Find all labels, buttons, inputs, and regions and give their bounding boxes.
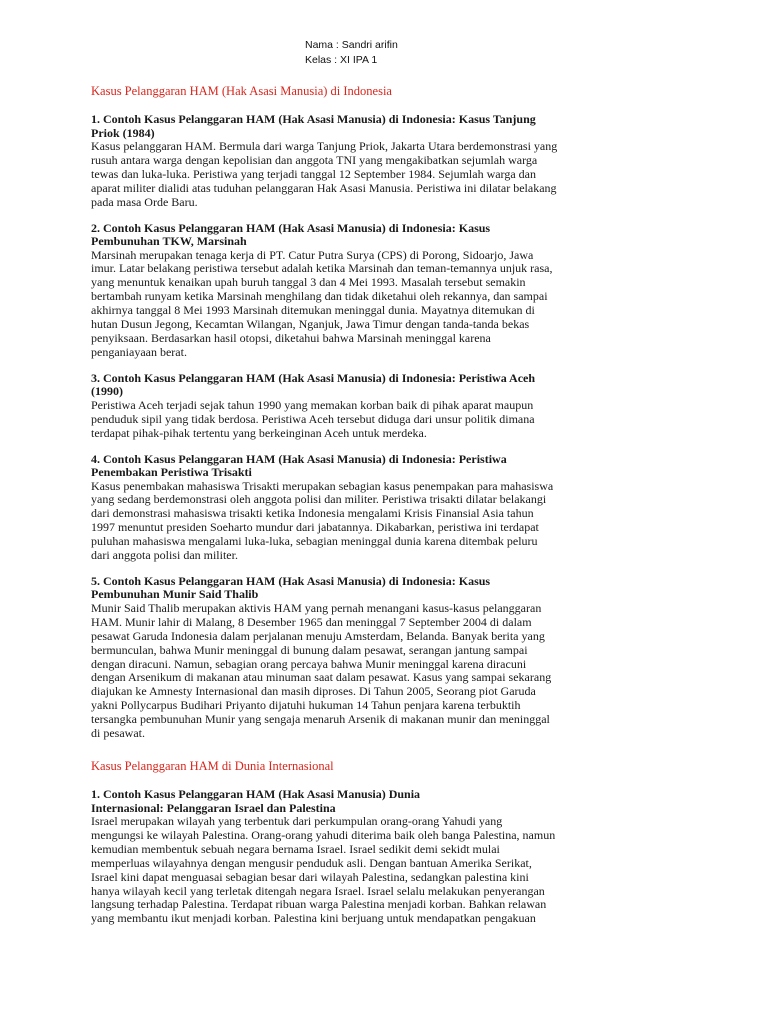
case-title [91, 113, 689, 140]
case-item [91, 372, 689, 441]
case-item [91, 788, 689, 926]
case-body: Munir Said Thalib merupakan aktivis HAM yang pernah menangani kasus-kasus pelanggaran HAM. Munir lahir di Malang, 8 Desember 1965 dan meninggal 7 September 2004 di dalam pesawat Garuda Indonesia dalam perjalanan menuju Amsterdam, Belanda. Banyak berita yang bermunculan, bahwa Munir meninggal di bunung dalam pesawat, serangan jantung sampai dengan diracuni. Namun, sebagian orang percaya bahwa Munir meninggal karena diracuni dengan Arsenikum di makanan atau minuman saat dalam pesawat. Kasus yang sampai sekarang diajukan ke Amnesty Internasional dan masih diproses. Di Tahun 2005, Seorang piot Garuda yakni Pollycarpus Budihari Priyanto dijatuhi hukuman 14 Tahun penjara karena terbuktih tersangka pembunuhan Munir yang sengaja menaruh Arsenik di makanan munir dan meninggal di pesawat. [91, 600, 552, 741]
case-title-line-1: 1. Contoh Kasus Pelanggaran HAM (Hak Asasi Manusia) di Indonesia: Kasus Tanjung [91, 112, 536, 126]
case-title [91, 575, 689, 602]
document-body [91, 84, 689, 938]
case-title [91, 453, 689, 480]
case-title-line-2: Penembakan Peristiwa Trisakti [91, 465, 252, 479]
case-body: Israel merupakan wilayah yang terbentuk dari perkumpulan orang-orang Yahudi yang mengungsi ke wilayah Palestina. Orang-orang yahudi diterima baik oleh banga Palestina, namun kemudian membentuk sebuah negara bernama Israel. Israel sedikit demi sekidt mulai memperluas wilayahnya dengan mengusir penduduk asli. Dengan bantuan Amerika Serikat, Israel kini dapat menguasai sebagian besar dari wilayah Palestina, sedangkan palestina kini hanya wilayah kecil yang terletak ditengah negara Israel. Israel selalu melakukan penyerangan langsung terhadap Palestina. Terdapat ribuan warga Palestina menjadi korban. Bahkan relawan yang membantu ikut menjadi korban. Palestina kini berjuang untuk mendapatkan pengakuan [91, 814, 556, 926]
case-item [91, 575, 689, 741]
case-title [91, 788, 689, 815]
case-item [91, 113, 689, 210]
case-title [91, 222, 689, 249]
case-title-line-2: Pembunuhan Munir Said Thalib [91, 587, 259, 602]
case-item [91, 453, 689, 563]
case-title [91, 372, 689, 399]
case-title-line-2: Internasional: Pelanggaran Israel dan Palestina [91, 800, 336, 815]
case-body: Marsinah merupakan tenaga kerja di PT. Catur Putra Surya (CPS) di Porong, Sidoarjo, Jawa imur. Latar belakang peristiwa tersebut adalah ketika Marsinah dan teman-temannya unjuk rasa, yang menuntuk kenaikan upah buruh tanggal 3 dan 4 Mei 1993. Masalah tersebut semakin bertambah runyam ketika Marsinah menghilang dan tidak diketahui oleh rekannya, dan sampai akhirnya tanggal 8 Mei 1993 Marsinah ditemukan meninggal dunia. Mayatnya ditemukan di hutan Dusun Jegong, Kecamtan Wilangan, Nganjuk, Jawa Timur dengan tanda-tanda bekas penyiksaan. Berdasarkan hasil otopsi, diketahui bahwa Marsinah meninggal karena penganiayaan berat. [91, 247, 553, 359]
student-name: Nama : Sandri arifin [305, 39, 398, 51]
case-body: Peristiwa Aceh terjadi sejak tahun 1990 yang memakan korban baik di pihak aparat maupun penduduk sipil yang tidak berdosa. Peristiwa Aceh tersebut diduga dari unsur politik dimana terdapat pihak-pihak tertentu yang berkeinginan Aceh untuk merdeka. [91, 397, 535, 440]
case-body: Kasus pelanggaran HAM. Bermula dari warga Tanjung Priok, Jakarta Utara berdemonstrasi yang rusuh antara warga dengan kepolisian dan anggota TNI yang mengakibatkan sejumlah warga tewas dan luka-luka. Peristiwa yang terjadi tanggal 12 September 1984. Sejumlah warga dan aparat militer dialidi atas tuduhan pelanggaran Hak Asasi Manusia. Peristiwa ini dilatar belakang pada masa Orde Baru. [91, 139, 558, 209]
case-item [91, 222, 689, 360]
case-title-line-2: Pembunuhan TKW, Marsinah [91, 234, 247, 249]
case-title-line-2: (1990) [91, 384, 123, 399]
section-heading-indonesia: Kasus Pelanggaran HAM (Hak Asasi Manusia) di Indonesia [91, 84, 392, 98]
case-title-line-2: Priok (1984) [91, 125, 155, 140]
case-title-line-1: 3. Contoh Kasus Pelanggaran HAM (Hak Asasi Manusia) di Indonesia: Peristiwa Aceh [91, 370, 536, 385]
student-class: Kelas : XI IPA 1 [305, 54, 378, 66]
case-title-line-1: 2. Contoh Kasus Pelanggaran HAM (Hak Asasi Manusia) di Indonesia: Kasus [91, 220, 491, 235]
case-title-line-1: 4. Contoh Kasus Pelanggaran HAM (Hak Asasi Manusia) di Indonesia: Peristiwa [91, 451, 507, 466]
case-title-line-1: 1. Contoh Kasus Pelanggaran HAM (Hak Asasi Manusia) Dunia [91, 787, 421, 801]
student-identity [305, 38, 398, 68]
case-body: Kasus penembakan mahasiswa Trisakti merupakan sebagian kasus penempakan para mahasiswa yang sedang berdemonstrasi oleh anggota polisi dan militer. Peristiwa trisakti dilatar belakangi dari demonstrasi mahasiswa trisakti ketika Indonesia mengalami Krisis Finansial Asia tahun 1997 menuntut presiden Soeharto mundur dari jabatannya. Dikabarkan, peristiwa ini terdapat puluhan mahasiswa mengalami luka-luka, sebagian meninggal dunia karena ditembak peluru dari anggota polisi dan militer. [91, 478, 554, 563]
section-heading-international: Kasus Pelanggaran HAM di Dunia Internasional [91, 759, 334, 773]
case-title-line-1: 5. Contoh Kasus Pelanggaran HAM (Hak Asasi Manusia) di Indonesia: Kasus [91, 573, 491, 588]
